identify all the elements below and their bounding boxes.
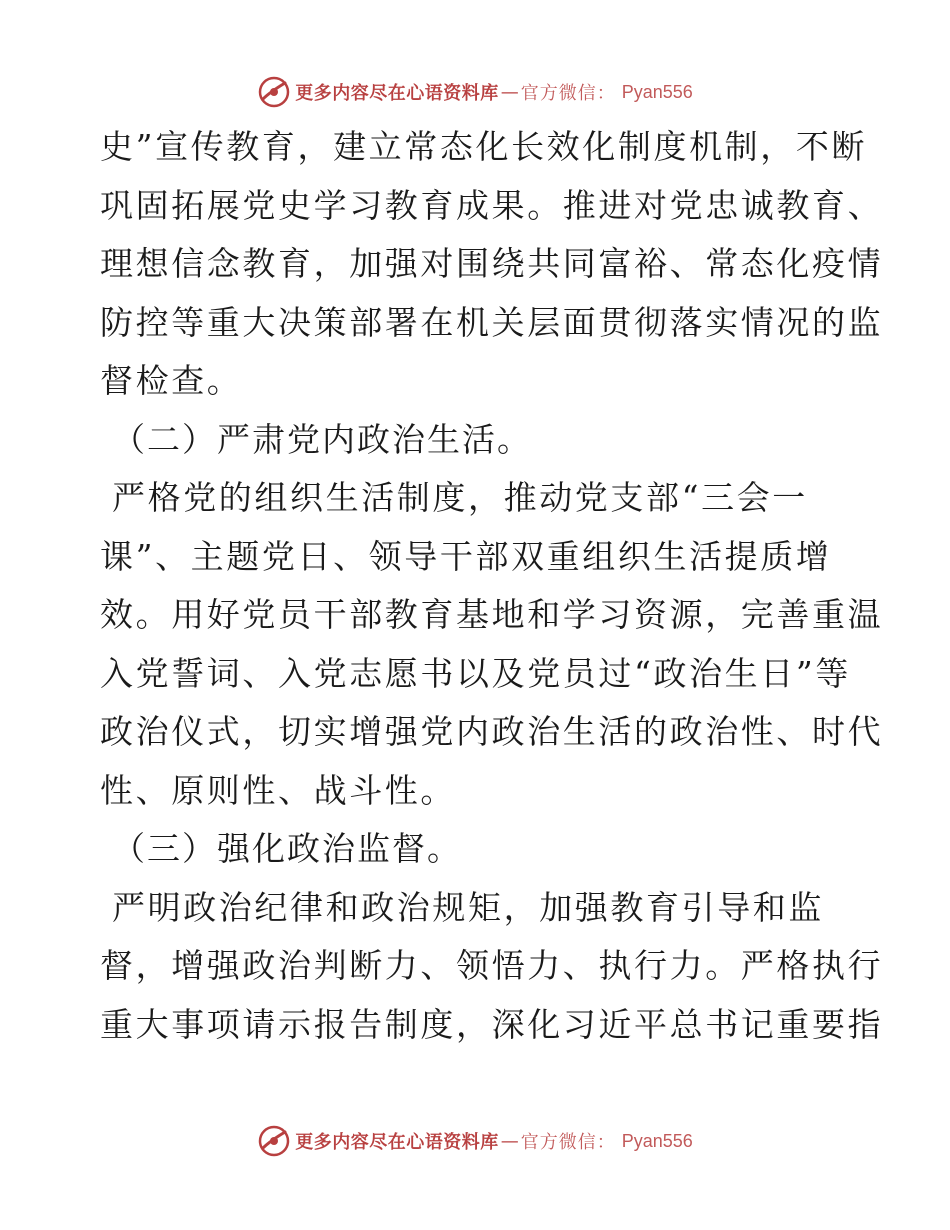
- watermark-id: Pyan556: [621, 81, 693, 102]
- paragraph-line: 严格党的组织生活制度，推动党支部“三会一: [112, 478, 808, 517]
- paragraph-line: 效。用好党员干部教育基地和学习资源，完善重温: [100, 595, 884, 634]
- paragraph-line: 史”宣传教育，建立常态化长效化制度机制，不断: [100, 127, 868, 166]
- logo-icon: [257, 1124, 291, 1158]
- watermark-main-text: 更多内容尽在心语资料库: [295, 1132, 499, 1153]
- watermark-side-text: 官方微信：: [520, 83, 616, 104]
- paragraph-3: [100, 879, 884, 1055]
- watermark-dash: —: [500, 81, 519, 103]
- document-body: [100, 118, 884, 1054]
- paragraph-line: 督检查。: [100, 361, 243, 400]
- paragraph-line: 严明政治纪律和政治规矩，加强教育引导和监: [112, 887, 824, 927]
- footer-watermark: [0, 1121, 950, 1161]
- paragraph-1: [100, 118, 884, 411]
- paragraph-line: 理想信念教育，加强对围绕共同富裕、常态化疫情: [100, 244, 884, 283]
- watermark-id: Pyan556: [621, 1130, 693, 1151]
- paragraph-line: 入党誓词、入党志愿书以及党员过“政治生日”等: [100, 653, 851, 693]
- paragraph-line: 课”、主题党日、领导干部双重组织生活提质增: [100, 536, 832, 576]
- header-watermark: [0, 72, 950, 112]
- paragraph-line: 政治仪式，切实增强党内政治生活的政治性、时代: [100, 712, 884, 751]
- watermark-main-text: 更多内容尽在心语资料库: [295, 83, 499, 104]
- paragraph-2: [100, 469, 884, 820]
- watermark-side-text: 官方微信：: [520, 1132, 616, 1153]
- watermark-dash: —: [500, 1130, 519, 1152]
- paragraph-line: 防控等重大决策部署在机关层面贯彻落实情况的监: [100, 302, 884, 342]
- paragraph-line: 性、原则性、战斗性。: [100, 770, 456, 810]
- logo-icon: [257, 75, 291, 109]
- paragraph-line: 巩固拓展党史学习教育成果。推进对党忠诚教育、: [100, 185, 884, 225]
- section-heading-2: （二）严肃党内政治生活。: [112, 419, 532, 459]
- section-heading-3: （三）强化政治监督。: [112, 829, 462, 868]
- paragraph-line: 督，增强政治判断力、领悟力、执行力。严格执行: [100, 946, 884, 985]
- paragraph-line: 重大事项请示报告制度，深化习近平总书记重要指: [100, 1004, 884, 1044]
